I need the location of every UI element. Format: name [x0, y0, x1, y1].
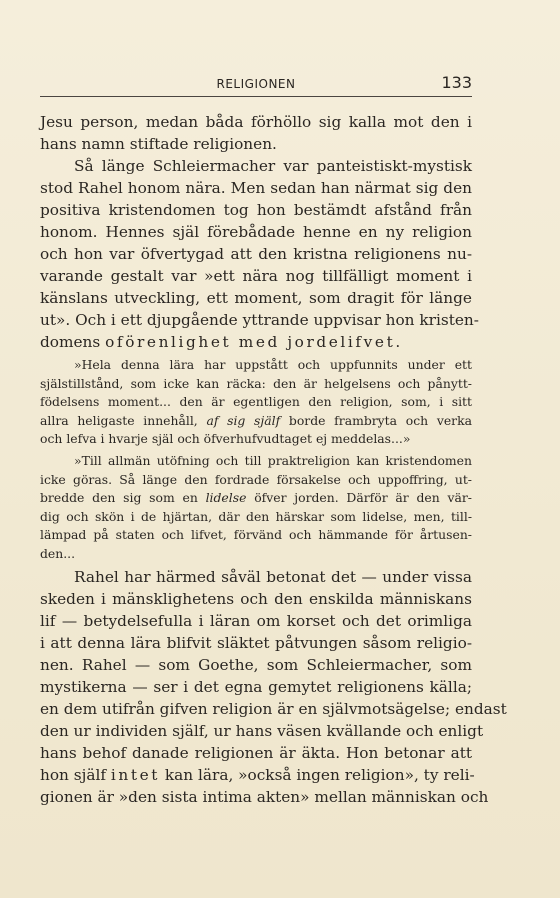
text-fragment: allra heligaste innehåll, — [40, 412, 198, 428]
italic-text: af sig själf — [206, 412, 281, 428]
paragraph-rahel — [40, 566, 507, 808]
quote-line: dig och skön i de hjärtan, där den härskar som lidelse, men, till- — [40, 508, 472, 524]
quote-line — [40, 412, 472, 431]
quote-line: icke göras. Så länge den fordrade försakelse och uppoffring, ut- — [40, 471, 472, 487]
text-line: känslans utveckling, ett moment, som dragit för länge — [40, 289, 472, 307]
text-line: och hon var öfvertygad att den kristna religionens nu- — [40, 245, 472, 263]
text-fragment: borde frambryta och verka — [288, 412, 472, 428]
running-title: RELIGIONEN — [216, 77, 296, 91]
text-fragment: kan lära, »också ingen religion», ty reli- — [164, 766, 475, 784]
emphasized-spaced-text: oförenlighet med jordelifvet. — [105, 333, 403, 351]
text-fragment: öfver jorden. Därför är den vär- — [254, 490, 472, 506]
text-line — [40, 764, 475, 786]
paragraph-continuation — [40, 111, 472, 155]
text-line: lif — betydelsefulla i läran om korset och det orimliga — [40, 612, 472, 630]
quote-line: och lefva i hvarje själ och öfverhufvudtaget ej meddelas...» — [40, 431, 411, 447]
quote-line: själstillstånd, som icke kan räcka: den är helgelsens och pånytt- — [40, 375, 472, 391]
text-line: hans behof danade religionen är äkta. Hon betonar att — [40, 744, 472, 762]
page-header — [40, 74, 472, 97]
text-line: ut». Och i ett djupgående yttrande uppvisar hon kristen- — [40, 311, 479, 329]
text-line: Så länge Schleiermacher var panteistiskt-mystisk — [74, 157, 472, 175]
page-number: 133 — [441, 73, 472, 92]
quote-line — [40, 489, 472, 508]
quote-block-2 — [40, 452, 472, 564]
text-fragment: hon själf — [40, 766, 107, 784]
paragraph-schleiermacher — [40, 155, 479, 353]
text-line: nen. Rahel — som Goethe, som Schleiermacher, som — [40, 656, 472, 674]
text-line: mystikerna — ser i det egna gemytet religionens källa; — [40, 678, 472, 696]
quote-block-1 — [40, 356, 472, 449]
quote-line: »Till allmän utöfning och till praktreligion kan kristendomen — [74, 453, 472, 468]
quote-line: »Hela denna lära har uppstått och uppfunnits under ett — [74, 357, 472, 372]
italic-text: lidelse — [205, 490, 247, 506]
text-line: skeden i mänsklighetens och den enskilda människans — [40, 590, 472, 608]
quote-line: lämpad på staten och lifvet, förvänd och hämmande för årtusen- — [40, 527, 472, 543]
text-line: stod Rahel honom nära. Men sedan han närmat sig den — [40, 179, 472, 197]
text-line: positiva kristendomen tog hon bestämdt afstånd från — [40, 201, 472, 219]
text-line — [40, 331, 472, 353]
text-line: Rahel har härmed såväl betonat det — under vissa — [74, 568, 472, 586]
text-line: varande gestalt var »ett nära nog tillfälligt moment i — [40, 267, 472, 285]
emphasized-spaced-text: intet — [110, 766, 161, 784]
text-line: den ur individen själf, ur hans väsen kvällande och enligt — [40, 722, 484, 740]
text-line: Jesu person, medan båda förhöllo sig kalla mot den i — [40, 113, 472, 131]
text-line: en dem utifrån gifven religion är en självmotsägelse; endast — [40, 700, 507, 718]
text-fragment: bredde den sig som en — [40, 490, 198, 506]
text-fragment: domens — [40, 333, 106, 351]
text-line: honom. Hennes själ förebådade henne en ny religion — [40, 223, 472, 241]
text-line: gionen är »den sista intima akten» mellan människan och — [40, 788, 489, 806]
text-line: i att denna lära blifvit släktet påtvungen såsom religio- — [40, 634, 472, 652]
quote-line: födelsens moment... den är egentligen den religion, som, i sitt — [40, 394, 472, 410]
quote-line: den... — [40, 545, 76, 561]
text-line: hans namn stiftade religionen. — [40, 135, 277, 153]
